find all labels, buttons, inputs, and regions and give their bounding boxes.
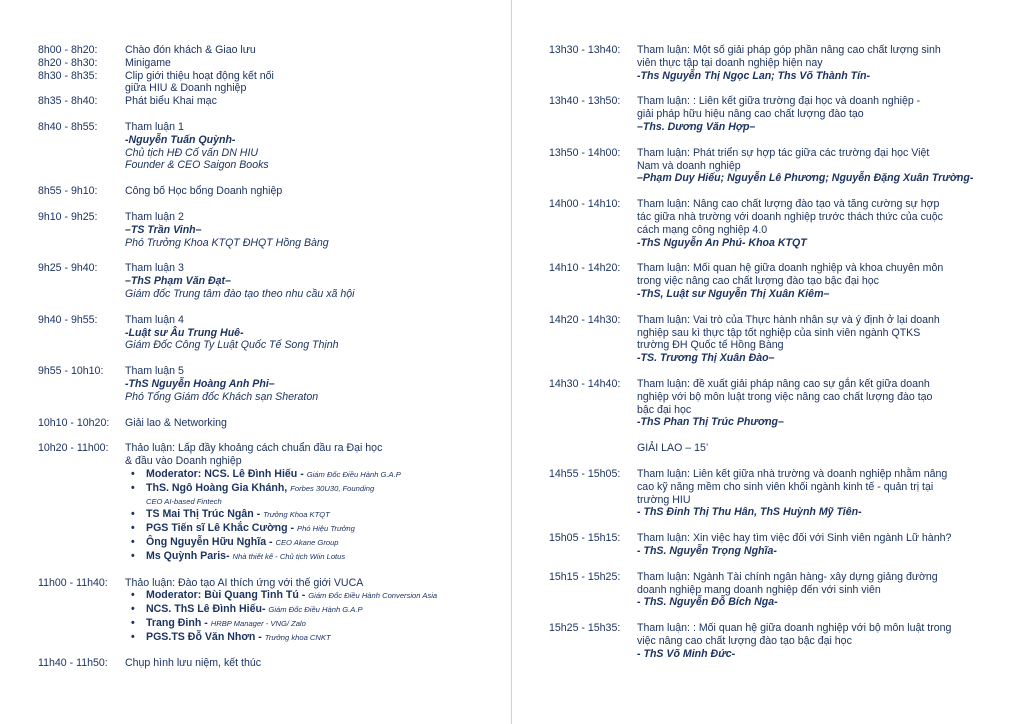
agenda-time: 8h30 - 8h35: bbox=[38, 69, 98, 82]
agenda-content bbox=[125, 577, 508, 645]
agenda-time: 9h25 - 9h40: bbox=[38, 262, 98, 275]
agenda-time: 13h40 - 13h50: bbox=[549, 95, 621, 108]
panelist-item bbox=[125, 603, 508, 617]
panelist-item bbox=[125, 468, 508, 482]
agenda-content bbox=[637, 442, 1017, 455]
panelist-name: Moderator: Bùi Quang Tinh Tú - bbox=[146, 589, 309, 602]
panelist-role: Trưởng Khoa KTQT bbox=[263, 510, 330, 520]
panelist-name: ThS. Ngô Hoàng Gia Khánh, bbox=[146, 481, 291, 494]
agenda-line: Tham luận 3 bbox=[125, 262, 184, 275]
agenda-row bbox=[38, 417, 508, 430]
agenda-content bbox=[637, 622, 1017, 660]
panelist-role: Giám Đốc Điều Hành G.A.P bbox=[268, 605, 363, 615]
panelist-item bbox=[125, 589, 508, 603]
agenda-time: 8h35 - 8h40: bbox=[38, 95, 98, 108]
panelist-name: NCS. ThS Lê Đình Hiếu- bbox=[146, 603, 269, 616]
agenda-row bbox=[38, 185, 508, 198]
speaker-name: - ThS Võ Minh Đức- bbox=[637, 647, 736, 660]
agenda-time: 15h05 - 15h15: bbox=[549, 532, 621, 545]
agenda-time: 15h25 - 15h35: bbox=[549, 622, 621, 635]
agenda-line: Nam và doanh nghiệp bbox=[637, 159, 741, 172]
agenda-row bbox=[549, 314, 1017, 365]
agenda-line: Tham luận: đề xuất giải pháp nâng cao sự gắn kết giữa doanh bbox=[637, 377, 930, 390]
agenda-line: Tham luận: : Mối quan hệ giữa doanh nghiệp với bộ môn luật trong bbox=[637, 622, 952, 635]
agenda-content bbox=[637, 314, 1017, 365]
agenda-line: giữa HIU & Doanh nghiệp bbox=[125, 82, 247, 95]
agenda-row bbox=[549, 622, 1017, 660]
agenda-content bbox=[637, 95, 1017, 133]
speaker-title: Chủ tịch HĐ Cố vấn DN HIU bbox=[125, 146, 259, 159]
agenda-line: Clip giới thiệu hoạt động kết nối bbox=[125, 69, 274, 82]
agenda-line: Tham luận: Liên kết giữa nhà trường và doanh nghiệp nhằm nâng bbox=[637, 467, 948, 480]
agenda-line: trong việc nâng cao chất lượng đào tạo bậc đại học bbox=[637, 275, 879, 288]
agenda-content bbox=[125, 70, 508, 96]
agenda-time: 14h10 - 14h20: bbox=[549, 262, 621, 275]
agenda-row bbox=[549, 198, 1017, 249]
panelist-item bbox=[125, 536, 508, 550]
agenda-content bbox=[125, 657, 508, 670]
agenda-row bbox=[38, 365, 508, 403]
agenda-content bbox=[637, 468, 1017, 519]
agenda-line: Chào đón khách & Giao lưu bbox=[125, 44, 256, 56]
agenda-line: Thảo luận: Đào tạo AI thích ứng với thế giới VUCA bbox=[125, 576, 364, 589]
agenda-time: 8h00 - 8h20: bbox=[38, 44, 98, 56]
panelist-role: CEO Akane Group bbox=[275, 537, 339, 547]
agenda-time: 10h20 - 11h00: bbox=[38, 442, 109, 455]
agenda-time: 10h10 - 10h20: bbox=[38, 416, 110, 429]
agenda-line: nghiệp sau kì thực tập tốt nghiệp của sinh viên ngành QTKS bbox=[637, 326, 921, 339]
agenda-line: Tham luận 2 bbox=[125, 210, 184, 223]
agenda-row bbox=[38, 95, 508, 108]
panelist-role: Phó Hiệu Trưởng bbox=[297, 524, 355, 534]
panelist-item bbox=[125, 617, 508, 631]
agenda-content bbox=[637, 44, 1017, 82]
agenda-content bbox=[125, 365, 508, 403]
agenda-line: Tham luận: Ngành Tài chính ngân hàng- xây dựng giảng đường bbox=[637, 570, 938, 583]
agenda-row bbox=[38, 57, 508, 70]
panelist-list bbox=[125, 589, 508, 644]
agenda-line: Tham luận: Vai trò của Thực hành nhân sự và ý định ở lại doanh bbox=[637, 313, 940, 326]
panelist-role: Nhà thiết kế - Chủ tịch Wiin Lotus bbox=[232, 551, 346, 561]
agenda-line: Minigame bbox=[125, 56, 171, 69]
agenda-line: Tham luận: : Liên kết giữa trường đại học và doanh nghiệp - bbox=[637, 95, 921, 108]
agenda-row bbox=[38, 211, 508, 249]
panelist-name: TS Mai Thị Trúc Ngân - bbox=[146, 508, 264, 521]
agenda-time: 8h20 - 8h30: bbox=[38, 56, 98, 69]
agenda-time: 14h20 - 14h30: bbox=[549, 313, 621, 326]
panelist-item bbox=[125, 550, 508, 564]
speaker-name: –TS Trần Vinh– bbox=[125, 223, 202, 236]
agenda-time bbox=[549, 442, 637, 455]
agenda-content bbox=[125, 211, 508, 249]
agenda-time: 14h00 - 14h10: bbox=[549, 198, 621, 211]
agenda-line: Công bố Học bổng Doanh nghiệp bbox=[125, 185, 283, 198]
agenda-content bbox=[125, 314, 508, 352]
agenda-line: Tham luận: Mối quan hệ giữa doanh nghiệp và khoa chuyên môn bbox=[637, 262, 944, 275]
agenda-line: & đầu vào Doanh nghiệp bbox=[125, 455, 242, 468]
agenda-line: Tham luận 5 bbox=[125, 365, 184, 378]
speaker-name: -Luật sư Âu Trung Huê- bbox=[125, 326, 244, 339]
agenda-line: doanh nghiệp mang doanh nghiệp đến với sinh viên bbox=[637, 583, 881, 596]
agenda-row bbox=[549, 571, 1017, 609]
agenda-content bbox=[637, 532, 1017, 558]
panelist-name: Moderator: NCS. Lê Đình Hiếu - bbox=[146, 467, 307, 480]
speaker-name: –Phạm Duy Hiếu; Nguyễn Lê Phương; Nguyễn Đặng Xuân Trường- bbox=[637, 172, 974, 185]
panelist-role: HRBP Manager - VNG/ Zalo bbox=[210, 618, 306, 628]
panelist-role-line: CEO AI-based Fintech bbox=[146, 496, 222, 506]
agenda-time: 8h55 - 9h10: bbox=[38, 185, 98, 198]
agenda-line: Tham luận: Nâng cao chất lượng đào tạo và tăng cường sự hợp bbox=[637, 198, 940, 211]
agenda-row bbox=[38, 314, 508, 352]
agenda-row bbox=[549, 468, 1017, 519]
speaker-name: -Ths Nguyễn Thị Ngọc Lan; Ths Võ Thành Tín- bbox=[637, 69, 871, 82]
agenda-content bbox=[125, 121, 508, 172]
agenda-time: 14h55 - 15h05: bbox=[549, 467, 621, 480]
agenda-content bbox=[637, 378, 1017, 429]
agenda-line: nghiệp với bộ môn luật trong việc nâng cao chất lượng đào tạo bbox=[637, 390, 933, 403]
agenda-content bbox=[125, 185, 508, 198]
agenda-time: 14h30 - 14h40: bbox=[549, 377, 621, 390]
morning-agenda bbox=[38, 44, 508, 670]
speaker-name: -TS. Trương Thị Xuân Đào– bbox=[637, 352, 775, 365]
agenda-line: Tham luận: Phát triển sự hợp tác giữa các trường đại học Việt bbox=[637, 146, 930, 159]
agenda-row bbox=[38, 70, 508, 96]
agenda-line: giải pháp hữu hiệu nâng cao chất lượng đào tạo bbox=[637, 108, 864, 121]
speaker-name: - ThS Đinh Thị Thu Hân, ThS Huỳnh Mỹ Tiên- bbox=[637, 506, 862, 519]
agenda-content bbox=[125, 44, 508, 57]
agenda-time: 13h30 - 13h40: bbox=[549, 44, 621, 56]
agenda-line: Tham luận 1 bbox=[125, 120, 184, 133]
agenda-time: 15h15 - 15h25: bbox=[549, 570, 621, 583]
panelist-name: Trang Đinh - bbox=[146, 616, 211, 629]
panelist-role: Trưởng khoa CNKT bbox=[264, 632, 331, 642]
agenda-line: Phát biểu Khai mạc bbox=[125, 95, 217, 108]
agenda-row bbox=[549, 44, 1017, 82]
agenda-row bbox=[549, 95, 1017, 133]
agenda-time: 11h40 - 11h50: bbox=[38, 657, 108, 670]
speaker-name: -ThS Phan Thị Trúc Phương– bbox=[637, 416, 784, 429]
agenda-time: 13h50 - 14h00: bbox=[549, 146, 621, 159]
agenda-time: 9h40 - 9h55: bbox=[38, 313, 98, 326]
agenda-row bbox=[549, 262, 1017, 300]
panelist-list bbox=[125, 468, 508, 564]
agenda-row bbox=[549, 378, 1017, 429]
agenda-content bbox=[125, 57, 508, 70]
speaker-name: -ThS Nguyễn Hoàng Anh Phi– bbox=[125, 377, 275, 390]
panelist-item bbox=[125, 631, 508, 645]
speaker-title: Giám đốc Trung tâm đào tạo theo nhu cầu xã hội bbox=[125, 287, 355, 300]
speaker-title: Phó Trưởng Khoa KTQT ĐHQT Hồng Bàng bbox=[125, 236, 329, 249]
right-page bbox=[512, 0, 1024, 724]
agenda-line: tác giữa nhà trường với doanh nghiệp trước thách thức của cuộc bbox=[637, 210, 943, 223]
agenda-line: Tham luận: Một số giải pháp góp phần nâng cao chất lượng sinh bbox=[637, 44, 941, 56]
agenda-line: việc nâng cao chất lượng đào tạo bậc đại học bbox=[637, 634, 852, 647]
agenda-content bbox=[125, 95, 508, 108]
agenda-content bbox=[637, 198, 1017, 249]
panelist-name: PGS.TS Đỗ Văn Nhơn - bbox=[146, 630, 265, 643]
agenda-row bbox=[38, 577, 508, 645]
panelist-item bbox=[125, 482, 508, 496]
panelist-role: Forbes 30U30, Founding bbox=[290, 483, 375, 493]
agenda-content bbox=[637, 262, 1017, 300]
agenda-line: cao kỹ năng mềm cho sinh viên khối ngành kinh tế - quản trị tại bbox=[637, 480, 934, 493]
speaker-name: -Nguyễn Tuấn Quỳnh- bbox=[125, 133, 236, 146]
speaker-title: Giám Đốc Công Ty Luật Quốc Tế Song Thịnh bbox=[125, 339, 339, 352]
agenda-row bbox=[549, 442, 1017, 455]
agenda-time: 9h55 - 10h10: bbox=[38, 365, 104, 378]
speaker-name: -ThS, Luật sư Nguyễn Thị Xuân Kiêm– bbox=[637, 287, 830, 300]
agenda-line: trường HIU bbox=[637, 493, 691, 506]
panelist-item bbox=[125, 508, 508, 522]
agenda-content bbox=[125, 262, 508, 300]
agenda-line: bậc đại học bbox=[637, 403, 692, 416]
agenda-row bbox=[549, 532, 1017, 558]
afternoon-agenda bbox=[549, 44, 1017, 660]
agenda-time: 11h00 - 11h40: bbox=[38, 576, 108, 589]
agenda-content bbox=[125, 417, 508, 430]
agenda-line: cách mạng công nghiệp 4.0 bbox=[637, 223, 768, 236]
agenda-line: viên thực tập tại doanh nghiệp hiện nay bbox=[637, 56, 823, 69]
agenda-line: Thảo luận: Lấp đầy khoảng cách chuẩn đầu ra Đại học bbox=[125, 442, 383, 455]
panelist-role-continued bbox=[125, 496, 508, 509]
agenda-row bbox=[38, 262, 508, 300]
agenda-content bbox=[637, 571, 1017, 609]
agenda-line: GIẢI LAO – 15’ bbox=[637, 442, 709, 455]
agenda-line: trường ĐH Quốc tế Hồng Bàng bbox=[637, 339, 784, 352]
agenda-line: Chụp hình lưu niệm, kết thúc bbox=[125, 657, 262, 670]
speaker-name: -ThS Nguyễn An Phú- Khoa KTQT bbox=[637, 236, 807, 249]
panelist-name: Ms Quỳnh Paris- bbox=[146, 549, 233, 562]
panelist-role: Giám Đốc Điều Hành Conversion Asia bbox=[308, 591, 438, 601]
panelist-item bbox=[125, 522, 508, 536]
speaker-name: - ThS. Nguyễn Đỗ Bích Nga- bbox=[637, 596, 778, 609]
agenda-row bbox=[38, 657, 508, 670]
agenda-row bbox=[549, 147, 1017, 185]
agenda-line: Tham luận: Xin việc hay tìm việc đối với Sinh viên ngành Lữ hành? bbox=[637, 532, 952, 545]
agenda-row bbox=[38, 44, 508, 57]
speaker-name: - ThS. Nguyễn Trọng Nghĩa- bbox=[637, 544, 777, 557]
panelist-name: Ông Nguyễn Hữu Nghĩa - bbox=[146, 535, 276, 548]
agenda-row bbox=[38, 442, 508, 563]
agenda-time: 8h40 - 8h55: bbox=[38, 120, 98, 133]
agenda-content bbox=[125, 442, 508, 563]
speaker-name: –Ths. Dương Văn Hợp– bbox=[637, 120, 756, 133]
speaker-title: Phó Tổng Giám đốc Khách sạn Sheraton bbox=[125, 390, 319, 403]
agenda-row bbox=[38, 121, 508, 172]
agenda-line: Giải lao & Networking bbox=[125, 416, 227, 429]
speaker-name: –ThS Phạm Văn Đạt– bbox=[125, 275, 231, 288]
panelist-role: Giám Đốc Điều Hành G.A.P bbox=[306, 469, 401, 479]
agenda-content bbox=[637, 147, 1017, 185]
panelist-name: PGS Tiến sĩ Lê Khắc Cường - bbox=[146, 522, 297, 535]
agenda-time: 9h10 - 9h25: bbox=[38, 210, 98, 223]
speaker-title: Founder & CEO Saigon Books bbox=[125, 159, 269, 172]
agenda-line: Tham luận 4 bbox=[125, 313, 184, 326]
